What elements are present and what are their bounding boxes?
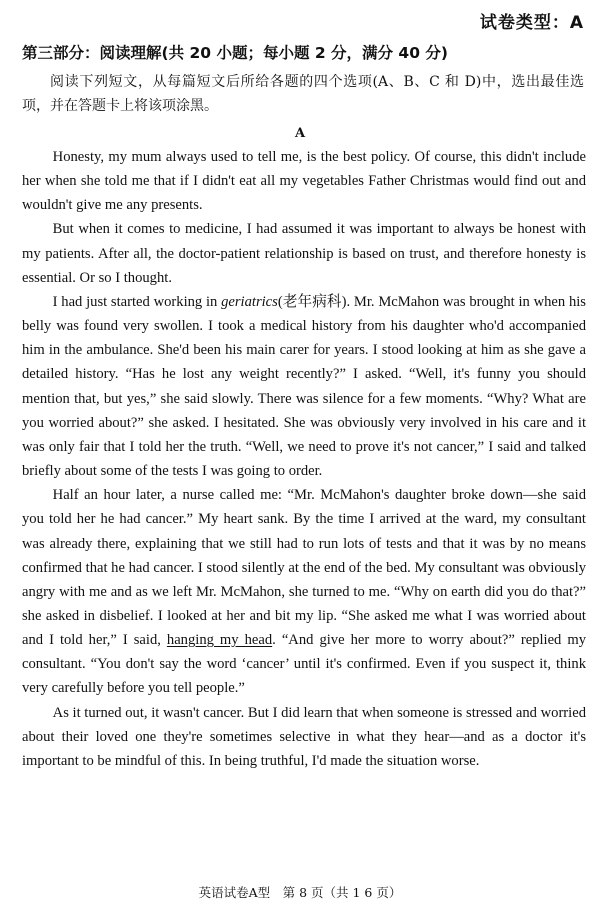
passage-paragraph-3 [22,290,586,483]
passage-paragraph-1: Honesty, my mum always used to tell me, is the best policy. Of course, this didn't include her when she told me that if I didn't eat all my vegetables Father Christmas would find out and wouldn't give me any presents. [22,149,586,214]
passage-label: A [294,126,306,141]
passage-paragraph-2: But when it comes to medicine, I had assumed it was important to always be honest with my patients. After all, the doctor-patient relationship is based on trust, and therefore honesty is essential. Or so I thought. [22,221,586,286]
page-footer: 英语试卷A型 第 8 页（共 1 6 页） [198,885,402,900]
section-instructions: 阅读下列短文，从每篇短文后所给各题的四个选项(A、B、C 和 D)中，选出最佳选项，并在答题卡上将该项涂黑。 [22,74,584,114]
paragraph-3-text-a: I had just started working in [52,293,222,310]
passage-paragraph-5: As it turned out, it wasn't cancer. But I did learn that when someone is stressed and worried about their loved one they're sometimes selective in what they hear—and as a doctor it's important to be mindful of this. In being truthful, I'd made the situation worse. [22,704,586,769]
term-geriatrics: geriatrics [221,293,278,310]
paragraph-3-text-b: . Mr. McMahon was brought in when his belly was found very swollen. I took a medical history from his daughter who'd accompanied him in the ambulance. She'd been his main carer for years. I stood looking at him as she gave a detailed history. “Has he lost any weight recently?” I asked. “Well, it's funny you should mention that, but yes,” she said slowly. There was silence for a few moments. “Why? What are you worried about?” she asked. I hesitated. She was obviously very involved in his care and it was only fair that I told her the truth. “Well, we need to prove it's not cancer,” I said and talked briefly about some of the tests I was going to order. [22,293,586,480]
term-gloss: (老年病科) [277,293,347,310]
passage-paragraph-4 [22,483,586,700]
paragraph-4-text-b: . “And give her more to worry about?” replied my consultant. “You don't say the word ‘cancer’ until it's confirmed. Even if you suspect it, think very carefully before you tell people.” [22,632,587,697]
passage-body [22,145,586,773]
paragraph-4-text-a: Half an hour later, a nurse called me: “Mr. McMahon's daughter broke down—she said you told her he had cancer.” My heart sank. By the time I arrived at the ward, my consultant was already there, explaining that we still had to run lots of tests and that it was by no means confirmed that he had cancer. I stood silently at the end of the bed. My consultant was obviously angry with me and as we left Mr. McMahon, she turned to me. “Why on earth did you do that?” she asked in disbelief. I looked at her and bit my lip. “She asked me what I was worried about and I told her,” I said, [22,487,586,649]
underlined-phrase: hanging my head [166,632,273,649]
exam-type-label: 试卷类型：A [479,13,584,33]
section-title: 第三部分：阅读理解(共 20 小题；每小题 2 分，满分 40 分) [22,44,448,62]
